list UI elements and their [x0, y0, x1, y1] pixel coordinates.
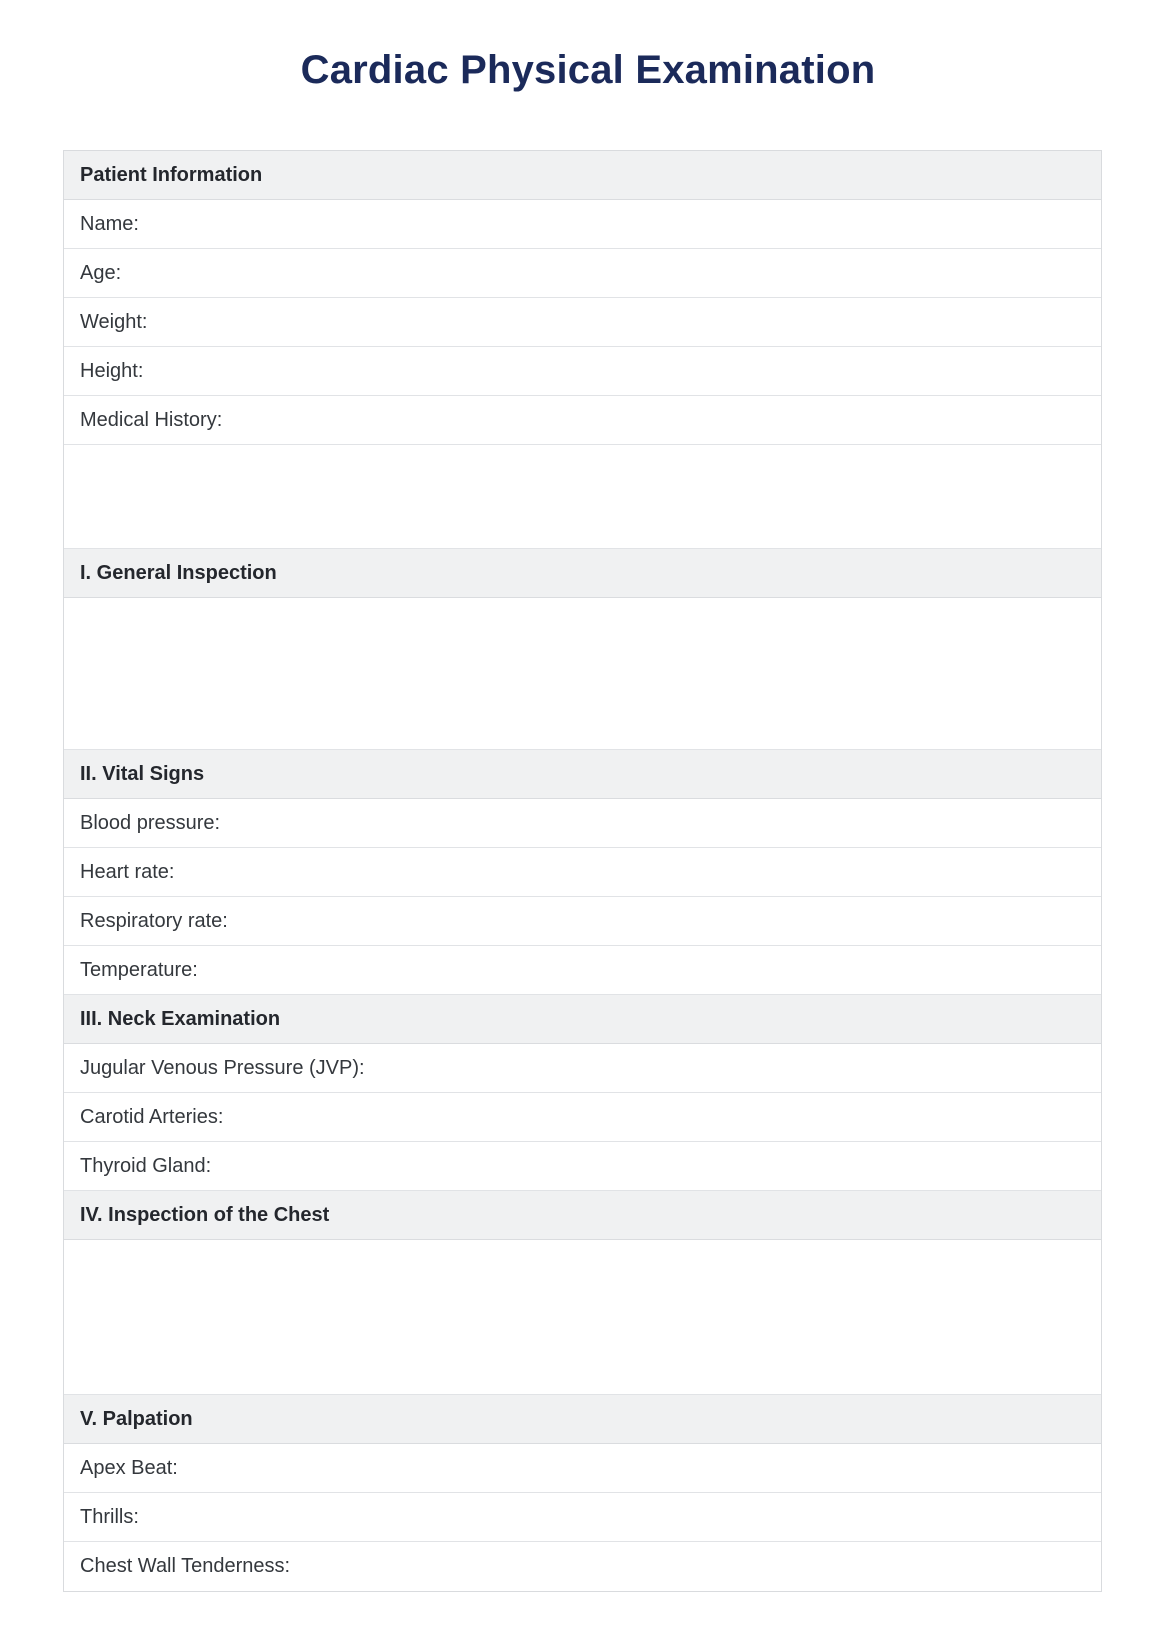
field-value-area-temperature[interactable]: [198, 946, 1085, 994]
section-title: IV. Inspection of the Chest: [80, 1203, 330, 1226]
field-value-area-heart-rate[interactable]: [174, 848, 1085, 896]
field-value-area-jugular-venous-pressure-jvp[interactable]: [365, 1044, 1085, 1092]
field-label: Chest Wall Tenderness:: [80, 1555, 291, 1577]
section-header-ii-vital-signs: [64, 750, 1101, 799]
field-value-area-age[interactable]: [121, 249, 1085, 297]
field-value-area-blood-pressure[interactable]: [220, 799, 1085, 847]
field-row-heart-rate: [64, 848, 1101, 897]
field-label: Jugular Venous Pressure (JVP):: [80, 1056, 365, 1079]
field-label: Apex Beat:: [80, 1456, 178, 1479]
field-label: Height:: [80, 359, 144, 382]
section-header-iv-inspection-of-the-chest: [64, 1191, 1101, 1240]
section-title: Patient Information: [80, 163, 263, 186]
field-label: Medical History:: [80, 408, 223, 431]
section-title: II. Vital Signs: [80, 762, 205, 785]
field-row-age: [64, 249, 1101, 298]
field-row-height: [64, 347, 1101, 396]
section-title: V. Palpation: [80, 1407, 193, 1430]
field-row-thyroid-gland: [64, 1142, 1101, 1191]
field-row-jugular-venous-pressure-jvp: [64, 1044, 1101, 1093]
section-header-iii-neck-examination: [64, 995, 1101, 1044]
writing-area[interactable]: [64, 598, 1101, 750]
field-value-area-thrills[interactable]: [139, 1493, 1085, 1541]
field-row-apex-beat: [64, 1444, 1101, 1493]
field-row-chest-wall-tenderness: [64, 1542, 1101, 1591]
field-value-area-thyroid-gland[interactable]: [211, 1142, 1085, 1190]
field-row-weight: [64, 298, 1101, 347]
field-label: Weight:: [80, 310, 148, 333]
field-row-temperature: [64, 946, 1101, 995]
field-row-blood-pressure: [64, 799, 1101, 848]
field-label: Thrills:: [80, 1505, 139, 1528]
section-header-i-general-inspection: [64, 549, 1101, 598]
field-value-area-weight[interactable]: [147, 298, 1085, 346]
field-row-thrills: [64, 1493, 1101, 1542]
examination-form-table: [63, 150, 1102, 1592]
field-row-respiratory-rate: [64, 897, 1101, 946]
section-header-patient-information: [64, 151, 1101, 200]
field-value-area-name[interactable]: [139, 200, 1085, 248]
section-title: I. General Inspection: [80, 561, 277, 584]
field-value-area-respiratory-rate[interactable]: [228, 897, 1085, 945]
field-value-area-chest-wall-tenderness[interactable]: [290, 1542, 1085, 1591]
field-label: Blood pressure:: [80, 811, 221, 834]
field-label: Heart rate:: [80, 860, 175, 883]
field-label: Thyroid Gland:: [80, 1154, 212, 1177]
section-header-v-palpation: [64, 1395, 1101, 1444]
field-row-carotid-arteries: [64, 1093, 1101, 1142]
field-label: Respiratory rate:: [80, 909, 228, 932]
field-value-area-medical-history[interactable]: [222, 396, 1085, 444]
field-value-area-height[interactable]: [143, 347, 1085, 395]
field-row-name: [64, 200, 1101, 249]
field-label: Age:: [80, 261, 122, 284]
field-label: Temperature:: [80, 958, 198, 981]
field-value-area-carotid-arteries[interactable]: [223, 1093, 1085, 1141]
section-title: III. Neck Examination: [80, 1007, 281, 1030]
field-row-medical-history: [64, 396, 1101, 445]
page-title: Cardiac Physical Examination: [300, 48, 876, 92]
writing-area[interactable]: [64, 1240, 1101, 1395]
field-label: Carotid Arteries:: [80, 1105, 224, 1128]
writing-area[interactable]: [64, 445, 1101, 549]
field-value-area-apex-beat[interactable]: [178, 1444, 1085, 1492]
field-label: Name:: [80, 212, 139, 235]
